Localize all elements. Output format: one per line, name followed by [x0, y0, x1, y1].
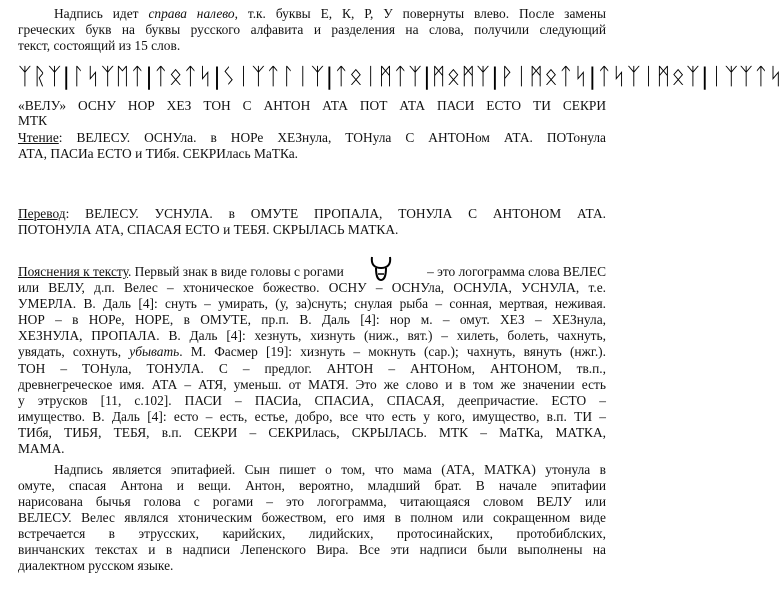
poyasneniya-line-8: древнегреческое имя. АТА – АТЯ, уменьш. от МАТЯ. Это же слово и в том же значении есть	[18, 377, 606, 392]
poyasneniya-line-3: УМЕРЛА. В. Даль [4]: снуть – умирать, (у, за)снуть; снулая рыба – сонная, мертвая, неживая.	[18, 296, 606, 311]
poyasneniya-line-10: имущество. В. Даль [4]: есто – есть, естье, добро, все что есть у кого, имущество, в.п. ТИ –	[18, 409, 606, 424]
intro-text: , т.к. буквы Е, К, Р, У повернуты влево. После замены	[234, 6, 606, 21]
intro-line-2: греческих букв на буквы русского алфавита и разделения на слова, получили следующий	[18, 22, 606, 37]
perevod-text: : ВЕЛЕСУ. УСНУЛА. в ОМУТЕ ПРОПАЛА, ТОНУЛА С АНТОНОМ АТА.	[65, 206, 606, 221]
poyasneniya-text: . Первый знак в виде головы с рогами	[127, 264, 344, 279]
poyasneniya-line-2: или ВЕЛУ, д.п. Велес – хтоническое божество. ОСНУ – ОСНУла, ОСНУЛА, УСНУЛА, т.е.	[18, 280, 606, 295]
poyasneniya-text: увядать, сохнуть,	[18, 344, 130, 359]
poyasneniya-label: Пояснения к тексту	[18, 264, 128, 279]
intro-line-1	[54, 6, 606, 22]
chtenie-text: : ВЕЛЕСУ. ОСНУла. в НОРе ХЕЗнула, ТОНула С АНТОНом АТА. ПОТонула	[58, 130, 606, 145]
chtenie-line-2: АТА, ПАСИа ЕСТО и ТИбя. СЕКРИлась МаТКа.	[18, 146, 299, 161]
chtenie-label: Чтение	[18, 130, 59, 145]
poyasneniya-line-1-tail: – это логограмма слова ВЕЛЕС	[427, 264, 606, 279]
poyasneniya-line-11: ТИбя, ТИБЯ, ТЕБЯ, в.п. СЕКРИ – СЕКРИлась, СКРЫЛАСЬ. МТК – МаТКа, МАТКА,	[18, 425, 606, 440]
intro-emphasis: справа налево	[148, 6, 235, 21]
poyasneniya-line-4: НОР – в НОРе, НОРЕ, в ОМУТЕ, пр.п. В. Даль [4]: нор м. – омут. ХЕЗ – ХЕЗнула,	[18, 312, 606, 327]
perevod-label: Перевод	[18, 206, 66, 221]
poyasneniya-line-7: ТОН – ТОНула, ТОНУЛА. С – предлог. АНТОН – АНТОНом, АНТОНОМ, тв.п.,	[18, 361, 606, 376]
perevod-line-1	[18, 206, 606, 222]
conclusion-line-7: диалектном русском языке.	[18, 558, 174, 573]
intro-line-3: текст, состоящий из 15 слов.	[18, 38, 181, 53]
poyasneniya-emphasis: убывать	[129, 344, 180, 359]
poyasneniya-line-12: МАМА.	[18, 441, 65, 456]
inscription-glyphs: ᛉᚱᛉ|ᛚᛋᛉᛖᛏ|ᛏᛟᛏᛋ|ᛊᛁᛉᛏᛚᛁᛉ|ᛏᛟᛁᛗᛏᛉ|ᛗᛟᛗᛉ|ᚹᛁᛗᛟᛏᛋ|ᛏᛋᛉᛁᛗᛟᛉ|ᛁᛉᛉᛏᛋ	[18, 64, 784, 90]
reading-line-1: «ВЕЛУ» ОСНУ НОР ХЕЗ ТОН С АНТОН АТА ПОТ АТА ПАСИ ЕСТО ТИ СЕКРИ	[18, 98, 606, 113]
conclusion-line-6: винчанских текстах и в надписи Лепенского Вира. Все эти надписи были выполнены на	[18, 542, 606, 557]
conclusion-line-3: нарисована бычья голова с рогами – это логограмма, читающаяся словом ВЕЛУ или	[18, 494, 606, 509]
intro-text: Надпись идет	[54, 6, 149, 21]
poyasneniya-line-6	[18, 344, 606, 360]
conclusion-line-5: встречается в этрусских, карийских, лидийских, протосинайских, протобиблских,	[18, 526, 606, 541]
poyasneniya-line-9: у этрусков [11, с.102]. ПАСИ – ПАСИа, СПАСИА, СПАСАЯ, деепричастие. ЕСТО –	[18, 393, 606, 408]
poyasneniya-line-5: ХЕЗНУЛА, ПРОПАЛА. В. Даль [4]: хезнуть, хизнуть (ниж., вят.) – хилеть, болеть, чахнуть,	[18, 328, 606, 343]
poyasneniya-line-1	[18, 264, 364, 280]
poyasneniya-text: . М. Фасмер [19]: хизнуть – мокнуть (сар.); чахнуть, вянуть (нжг.).	[179, 344, 606, 359]
conclusion-line-2: омуте, спасая Антона и вещи. Антон, вероятно, младший брат. В начале эпитафии	[18, 478, 606, 493]
conclusion-line-1: Надпись является эпитафией. Сын пишет о том, что мама (АТА, МАТКА) утонула в	[54, 462, 606, 477]
chtenie-line-1	[18, 130, 606, 146]
reading-line-2: МТК	[18, 113, 48, 128]
perevod-line-2: ПОТОНУЛА АТА, СПАСАЯ ЕСТО и ТЕБЯ. СКРЫЛАСЬ МАТКА.	[18, 222, 399, 237]
conclusion-line-4: ВЕЛЕСУ. Велес являлся хтоническим божеством, его имя в полном или сокращенном виде	[18, 510, 606, 525]
